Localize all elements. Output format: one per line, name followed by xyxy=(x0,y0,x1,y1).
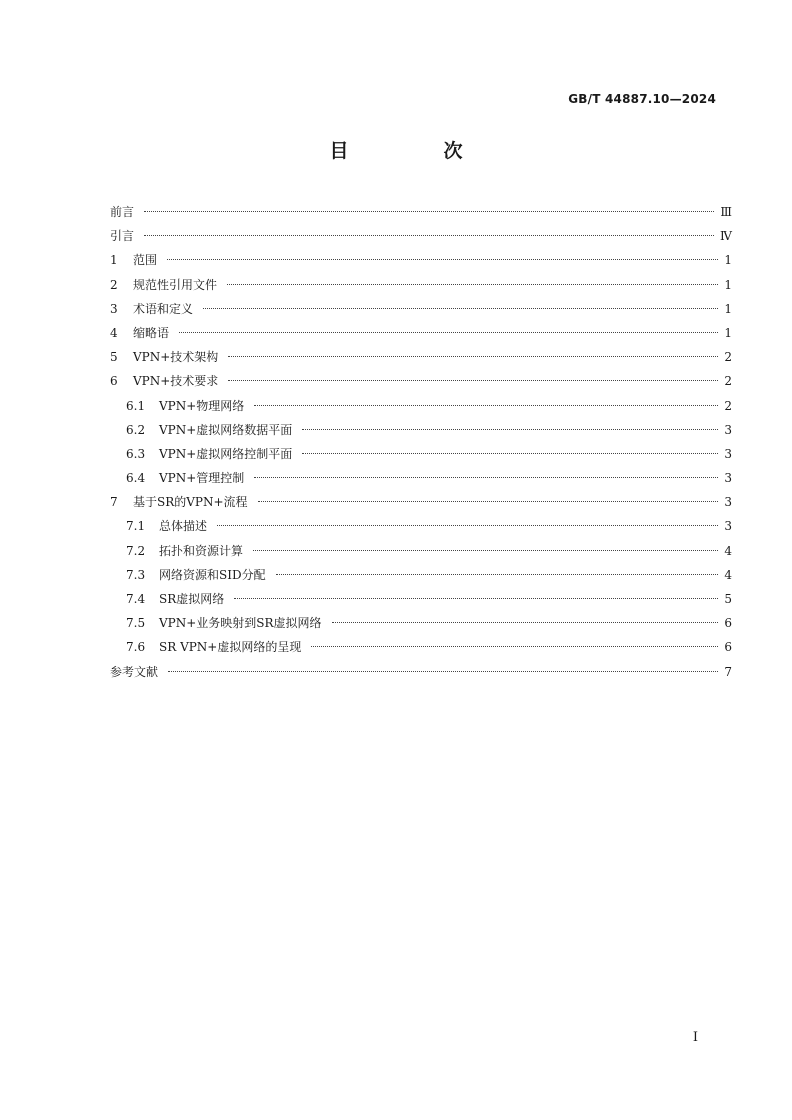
toc-entry[interactable] xyxy=(110,394,732,418)
toc-entry-number: 7.2 xyxy=(126,543,146,558)
toc-entry-page: 4 xyxy=(724,543,732,558)
toc-entry-page: 1 xyxy=(724,253,732,268)
toc-entry[interactable] xyxy=(110,539,732,563)
toc-entry-label: SR VPN+虚拟网络的呈现 xyxy=(159,640,302,655)
toc-entry-page: 4 xyxy=(724,567,732,582)
toc-entry-page: 2 xyxy=(724,398,732,413)
page-number: Ⅰ xyxy=(692,1030,698,1045)
toc-entry-page: 1 xyxy=(724,277,732,292)
toc-entry[interactable] xyxy=(110,248,732,272)
toc-entry[interactable] xyxy=(110,490,732,514)
toc-entry-label: VPN+虚拟网络控制平面 xyxy=(159,446,293,461)
toc-entry[interactable] xyxy=(110,514,732,538)
toc-entry[interactable] xyxy=(110,442,732,466)
toc-entry-label: 范围 xyxy=(133,253,158,268)
toc-dot-leader xyxy=(228,356,718,357)
toc-entry-label: VPN+管理控制 xyxy=(159,471,245,486)
toc-entry-label: VPN+虚拟网络数据平面 xyxy=(159,422,293,437)
toc-entry-number: 1 xyxy=(110,253,118,268)
toc-entry-number: 2 xyxy=(110,277,118,292)
toc-entry-label: VPN+物理网络 xyxy=(159,398,245,413)
toc-entry-page: 2 xyxy=(724,374,732,389)
table-of-contents xyxy=(110,200,732,684)
toc-entry-page: 5 xyxy=(724,592,732,606)
toc-entry-page: 1 xyxy=(724,301,732,316)
toc-entry[interactable] xyxy=(110,587,732,611)
toc-entry-number: 3 xyxy=(110,301,118,316)
toc-entry[interactable] xyxy=(110,200,732,224)
toc-entry-number: 7.4 xyxy=(126,592,146,606)
toc-entry-page: 2 xyxy=(724,350,732,365)
toc-dot-leader xyxy=(144,235,714,236)
toc-dot-leader xyxy=(254,477,718,478)
toc-entry-label: 前言 xyxy=(110,205,135,219)
toc-entry-page: 3 xyxy=(724,495,732,510)
toc-entry[interactable] xyxy=(110,418,732,442)
toc-entry-label: 总体描述 xyxy=(159,519,208,534)
toc-entry[interactable] xyxy=(110,563,732,587)
toc-entry[interactable] xyxy=(110,611,732,635)
toc-dot-leader xyxy=(168,671,718,672)
toc-entry[interactable] xyxy=(110,345,732,369)
toc-entry-page: Ⅲ xyxy=(720,205,732,219)
toc-dot-leader xyxy=(217,525,718,526)
toc-entry-label: SR虚拟网络 xyxy=(159,592,225,606)
toc-entry-label: VPN+业务映射到SR虚拟网络 xyxy=(159,616,322,631)
toc-dot-leader xyxy=(179,332,718,333)
toc-entry[interactable] xyxy=(110,297,732,321)
toc-entry-page: 6 xyxy=(724,616,732,631)
toc-entry-label: 基于SR的VPN+流程 xyxy=(133,495,248,510)
toc-entry-page: 1 xyxy=(724,325,732,340)
toc-entry[interactable] xyxy=(110,369,732,393)
toc-dot-leader xyxy=(258,501,718,502)
toc-entry-number: 4 xyxy=(110,325,118,340)
toc-entry-number: 7 xyxy=(110,495,118,510)
toc-entry-number: 6.1 xyxy=(126,398,146,413)
toc-dot-leader xyxy=(203,308,718,309)
toc-entry[interactable] xyxy=(110,321,732,345)
toc-entry-label: VPN+技术架构 xyxy=(133,350,219,365)
toc-entry[interactable] xyxy=(110,466,732,490)
toc-entry-page: 6 xyxy=(724,640,732,655)
toc-entry-label: 缩略语 xyxy=(133,325,170,340)
toc-entry-number: 7.5 xyxy=(126,616,146,631)
toc-dot-leader xyxy=(311,646,718,647)
toc-entry-number: 6.3 xyxy=(126,446,146,461)
toc-dot-leader xyxy=(332,622,718,623)
toc-dot-leader xyxy=(254,405,718,406)
toc-entry[interactable] xyxy=(110,224,732,248)
toc-entry[interactable] xyxy=(110,273,732,297)
toc-dot-leader xyxy=(302,429,718,430)
toc-entry-label: 网络资源和SID分配 xyxy=(159,567,266,582)
toc-dot-leader xyxy=(227,284,718,285)
toc-dot-leader xyxy=(253,550,718,551)
toc-entry-page: 3 xyxy=(724,471,732,486)
toc-dot-leader xyxy=(144,211,714,212)
toc-entry-label: 引言 xyxy=(110,229,135,244)
toc-entry-label: 拓扑和资源计算 xyxy=(159,543,244,558)
toc-entry[interactable] xyxy=(110,635,732,659)
toc-entry-page: 3 xyxy=(724,446,732,461)
toc-dot-leader xyxy=(228,380,718,381)
toc-entry-number: 7.6 xyxy=(126,640,146,655)
toc-entry-number: 7.1 xyxy=(126,519,146,534)
toc-entry-page: Ⅳ xyxy=(720,229,732,244)
toc-dot-leader xyxy=(234,598,718,599)
page-title: 目 次 xyxy=(329,140,501,162)
toc-entry-number: 6.4 xyxy=(126,471,146,486)
toc-dot-leader xyxy=(167,259,718,260)
toc-entry-page: 3 xyxy=(724,519,732,534)
toc-entry[interactable] xyxy=(110,660,732,684)
toc-entry-page: 3 xyxy=(724,422,732,437)
toc-dot-leader xyxy=(302,453,718,454)
toc-entry-label: 术语和定义 xyxy=(133,301,194,316)
toc-entry-label: 规范性引用文件 xyxy=(133,277,218,292)
toc-entry-number: 6.2 xyxy=(126,422,146,437)
toc-entry-number: 7.3 xyxy=(126,567,146,582)
toc-entry-number: 5 xyxy=(110,350,118,365)
toc-entry-label: 参考文献 xyxy=(110,664,159,679)
toc-entry-page: 7 xyxy=(724,664,732,679)
toc-entry-number: 6 xyxy=(110,374,118,389)
toc-dot-leader xyxy=(276,574,718,575)
toc-entry-label: VPN+技术要求 xyxy=(133,374,219,389)
standard-number: GB/T 44887.10—2024 xyxy=(568,92,716,106)
